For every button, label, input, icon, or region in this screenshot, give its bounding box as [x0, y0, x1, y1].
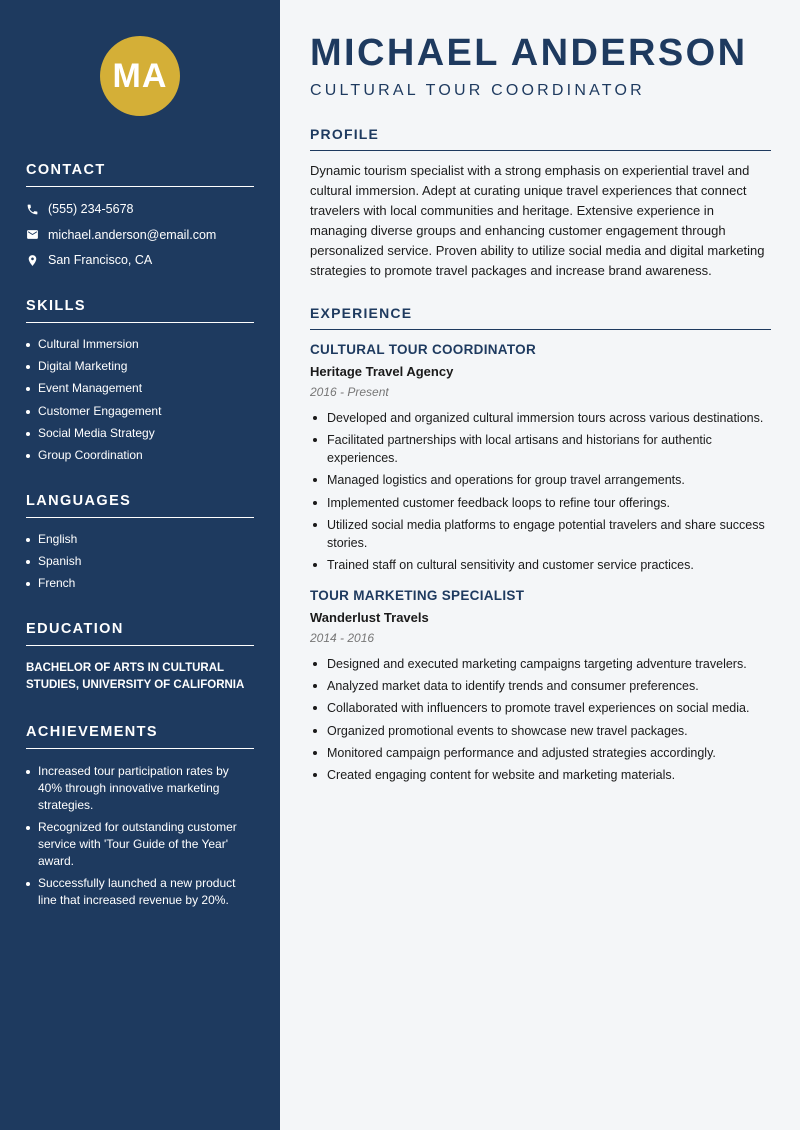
list-item: Recognized for outstanding customer service with 'Tour Guide of the Year' award. [26, 819, 254, 870]
languages-section [26, 493, 254, 591]
profile-heading: PROFILE [310, 126, 771, 151]
job-dates: 2016 - Present [310, 385, 389, 399]
sidebar [0, 0, 280, 1130]
contact-heading: CONTACT [26, 162, 254, 187]
list-item: Created engaging content for website and marketing materials. [310, 766, 771, 784]
company-name [310, 610, 771, 625]
job-entry [310, 588, 771, 784]
company-label: Wanderlust Travels [310, 609, 429, 625]
contact-section [26, 162, 254, 268]
list-item: Monitored campaign performance and adjusted strategies accordingly. [310, 744, 771, 762]
skills-heading: SKILLS [26, 298, 254, 323]
candidate-title: CULTURAL TOUR COORDINATOR [310, 82, 645, 99]
achievements-list [26, 763, 254, 909]
job-title: TOUR MARKETING SPECIALIST [310, 587, 525, 603]
list-item: Designed and executed marketing campaigns targeting adventure travelers. [310, 655, 771, 673]
contact-phone [26, 201, 254, 217]
company-label: Heritage Travel Agency [310, 364, 454, 379]
location-text: San Francisco, CA [48, 253, 153, 267]
list-item: Spanish [26, 554, 254, 569]
contact-email [26, 227, 254, 243]
list-item: Facilitated partnerships with local artisans and historians for authentic experiences. [310, 431, 771, 467]
experience-heading: EXPERIENCE [310, 305, 771, 330]
list-item: Event Management [26, 381, 254, 396]
job-dates: 2014 - 2016 [310, 630, 375, 645]
list-item: Cultural Immersion [26, 337, 254, 352]
list-item: Successfully launched a new product line that increased revenue by 20%. [26, 875, 254, 909]
list-item: Managed logistics and operations for group travel arrangements. [310, 471, 771, 489]
main-content [280, 0, 800, 1130]
experience-section [310, 305, 771, 784]
education-section [26, 621, 254, 694]
languages-heading: LANGUAGES [26, 493, 254, 518]
job-bullets [310, 409, 771, 574]
achievements-heading: ACHIEVEMENTS [26, 724, 254, 749]
languages-list [26, 532, 254, 591]
email-text[interactable]: michael.anderson@email.com [48, 227, 217, 242]
list-item: Increased tour participation rates by 40% through innovative marketing strategies. [26, 763, 254, 814]
list-item: Organized promotional events to showcase new travel packages. [310, 722, 771, 740]
job-title: CULTURAL TOUR COORDINATOR [310, 342, 536, 357]
list-item: Group Coordination [26, 448, 254, 463]
email-icon [26, 228, 39, 241]
phone-icon [26, 203, 39, 216]
education-heading: EDUCATION [26, 621, 254, 646]
profile-section [310, 126, 771, 281]
list-item: Developed and organized cultural immersion tours across various destinations. [310, 409, 771, 427]
job-bullets [310, 655, 771, 784]
achievements-section [26, 724, 254, 909]
list-item: Trained staff on cultural sensitivity and customer service practices. [310, 556, 771, 574]
list-item: Digital Marketing [26, 359, 254, 374]
list-item: Collaborated with influencers to promote travel experiences on social media. [310, 699, 771, 717]
list-item: Social Media Strategy [26, 426, 254, 441]
list-item: Customer Engagement [26, 404, 254, 419]
avatar: MA [100, 36, 180, 116]
list-item: Implemented customer feedback loops to refine tour offerings. [310, 494, 771, 512]
list-item: Analyzed market data to identify trends and consumer preferences. [310, 677, 771, 695]
company-name [310, 364, 771, 379]
skills-list [26, 337, 254, 463]
profile-text: Dynamic tourism specialist with a strong emphasis on experiential travel and cultural immersion. Adept at curating unique travel experiences that connect travelers with local communities and heritage. Extensive experience in managing diverse groups and enhancing customer engagement through personalized service. Proven ability to utilize social media and digital marketing strategies to promote travel packages and increase brand awareness. [310, 163, 765, 278]
phone-text: (555) 234-5678 [48, 202, 134, 216]
education-degree: BACHELOR OF ARTS IN CULTURAL STUDIES, UNIVERSITY OF CALIFORNIA [26, 662, 245, 692]
location-pin-icon [26, 254, 39, 267]
list-item: Utilized social media platforms to engage potential travelers and share success stories. [310, 516, 771, 552]
contact-location [26, 252, 254, 268]
candidate-name: MICHAEL ANDERSON [310, 32, 748, 74]
list-item: English [26, 532, 254, 547]
list-item: French [26, 576, 254, 591]
skills-section [26, 298, 254, 463]
job-entry [310, 342, 771, 574]
